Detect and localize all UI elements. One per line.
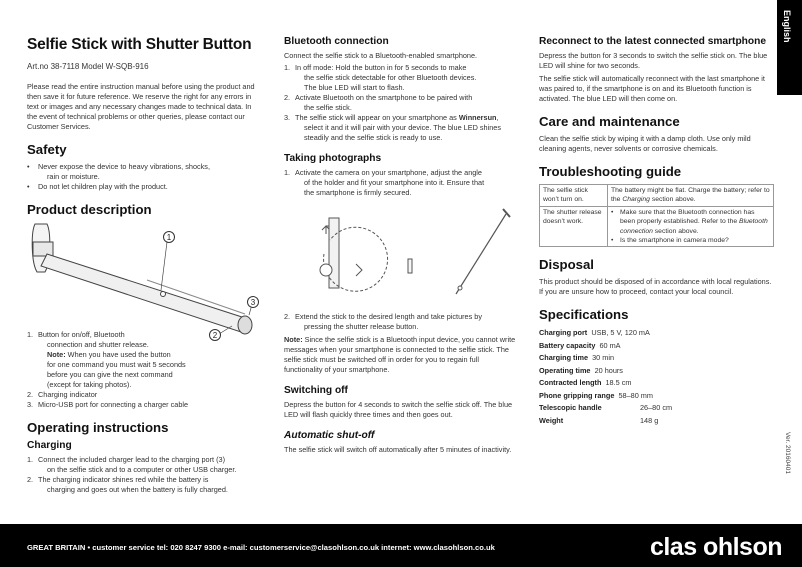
table-cell: The battery might be flat. Charge the battery; refer to the Charging section above. <box>608 185 774 207</box>
footer-contact: GREAT BRITAIN • customer service tel: 020 8247 9300 e-mail: customerservice@clasohlson.co.uk internet: www.clasohlson.co.uk <box>27 543 495 552</box>
list-item: 1. Connect the included charger lead to the charging port (3) <box>27 455 225 464</box>
list-item: 1. Activate the camera on your smartphone, adjust the angle <box>284 168 482 177</box>
reconnect-heading: Reconnect to the latest connected smartphone <box>539 36 766 47</box>
footer-bar <box>0 524 802 567</box>
intro-text: Please read the entire instruction manual before using the product and then save it for future reference. We reserve the right for any errors in text or images and any necessary changes made to technical data. In the event of technical problems or other queries, please contact our Customer Services. <box>27 82 255 131</box>
list-item: select it and it will pair with your device. The blue LED shines <box>304 123 501 132</box>
photographs-list <box>284 168 519 198</box>
list-item: connection and shutter release. <box>47 340 149 349</box>
reconnect-text-1: Depress the button for 3 seconds to switch the selfie stick on. The blue LED will shine for two seconds. <box>539 51 768 70</box>
list-item: 2. The charging indicator shines red while the battery is <box>27 475 209 484</box>
list-item: pressing the shutter release button. <box>304 322 419 331</box>
list-item: 2. Charging indicator <box>27 390 98 399</box>
operating-instructions-heading: Operating instructions <box>27 420 169 435</box>
list-item: rain or moisture. <box>47 172 100 181</box>
svg-text:1: 1 <box>166 233 172 242</box>
spec-row: Charging time 30 min <box>539 353 615 363</box>
language-label: English <box>782 10 792 43</box>
list-item: The blue LED will start to flash. <box>304 83 405 92</box>
brand-logo: clas ohlson <box>649 533 782 561</box>
table-row <box>540 185 774 207</box>
table-row <box>540 206 774 247</box>
spec-row: Contracted length 18.5 cm <box>539 378 632 388</box>
switching-off-text: Depress the button for 4 seconds to switch the selfie stick off. The blue LED will flash quickly three times and then goes out. <box>284 400 513 419</box>
disposal-heading: Disposal <box>539 257 594 273</box>
list-item: on the selfie stick and to a computer or other USB charger. <box>47 465 237 474</box>
bluetooth-heading: Bluetooth connection <box>284 36 389 47</box>
list-item: 3. Micro-USB port for connecting a charger cable <box>27 400 189 409</box>
charging-heading: Charging <box>27 440 72 451</box>
list-item: the smartphone is firmly secured. <box>304 188 412 197</box>
table-cell: The shutter release doesn’t work. <box>540 206 608 247</box>
list-item: steadily and the selfie stick is ready to use. <box>304 133 443 142</box>
safety-list <box>27 162 262 192</box>
svg-text:3: 3 <box>250 298 256 307</box>
care-heading: Care and maintenance <box>539 114 680 129</box>
list-item: Note: When you have used the button <box>47 350 171 359</box>
taking-photographs-heading: Taking photographs <box>284 153 382 164</box>
phone-holder-illustration <box>284 204 519 304</box>
selfie-stick-illustration <box>27 222 262 342</box>
automatic-shutoff-heading: Automatic shut-off <box>284 430 375 441</box>
photographs-list-2 <box>284 312 519 332</box>
list-item: 2. Activate Bluetooth on the smartphone to be paired with <box>284 93 473 102</box>
list-item: 3. The selfie stick will appear on your smartphone as Winnersun, <box>284 113 499 122</box>
table-cell: • Make sure that the Bluetooth connection has been properly established. Refer to the Bluetooth connection section above. • Is the smartphone in camera mode? <box>608 206 774 247</box>
list-item: for one command you must wait 5 seconds <box>47 360 186 369</box>
reconnect-text-2: The selfie stick will automatically reconnect with the last smartphone it was paired to, if the smartphone is on and its Bluetooth function is activated. The blue LED will then come on. <box>539 74 765 103</box>
spec-row: Operating time 20 hours <box>539 365 623 375</box>
list-item: the selfie stick. <box>304 103 352 112</box>
spec-row: Phone gripping range 58–80 mm <box>539 390 653 400</box>
list-item: charging and goes out when the battery is fully charged. <box>47 485 228 494</box>
column-3 <box>539 36 774 427</box>
troubleshooting-table <box>539 184 774 247</box>
disposal-text: This product should be disposed of in accordance with local regulations. If you are unsure how to proceed, contact your local council. <box>539 277 772 297</box>
article-number: Art.no 38-7118 Model W-SQB-916 <box>27 62 149 71</box>
troubleshooting-heading: Troubleshooting guide <box>539 164 682 179</box>
automatic-shutoff-text: The selfie stick will switch off automatically after 5 minutes of inactivity. <box>284 445 512 454</box>
bluetooth-intro: Connect the selfie stick to a Bluetooth-enabled smartphone. <box>284 51 478 60</box>
switching-off-heading: Switching off <box>284 385 348 396</box>
callout-1 <box>161 232 175 291</box>
table-cell: The selfie stick won’t turn on. <box>540 185 608 207</box>
list-item: the selfie stick detectable for other Bluetooth devices. <box>304 73 477 82</box>
list-item: 2. Extend the stick to the desired length and take pictures by <box>284 312 482 321</box>
column-2 <box>284 36 519 455</box>
list-item: 1. In off mode: Hold the button in for 5 seconds to make <box>284 63 467 72</box>
spec-row: Weight 148 g <box>539 415 659 425</box>
bluetooth-list <box>284 63 519 143</box>
care-text: Clean the selfie stick by wiping it with a damp cloth. Use only mild cleaning agents, never solvents or corrosive chemicals. <box>539 134 751 153</box>
list-item: of the holder and fit your smartphone into it. Ensure that <box>304 178 485 187</box>
list-item: • Never expose the device to heavy vibrations, shocks, <box>27 162 210 171</box>
version-label: Ver. 20160401 <box>784 432 791 474</box>
specifications-heading: Specifications <box>539 307 629 323</box>
svg-text:2: 2 <box>212 331 218 340</box>
column-1 <box>27 36 262 495</box>
safety-heading: Safety <box>27 142 67 157</box>
spec-row: Battery capacity 60 mA <box>539 340 621 350</box>
charging-list <box>27 455 262 495</box>
language-tab <box>777 0 802 95</box>
list-item: 1. Button for on/off, Bluetooth <box>27 330 125 339</box>
photographs-note: Note: Since the selfie stick is a Bluetooth input device, you cannot write messages when your smartphone is connected to the selfie stick. The selfie stick must be switched off in order for you to regain full functionality of your smartphone. <box>284 335 516 374</box>
list-item: before you can give the next command <box>47 370 173 379</box>
specifications-list <box>539 327 774 427</box>
product-description-heading: Product description <box>27 202 152 217</box>
callout-3 <box>248 297 259 316</box>
spec-row: Telescopic handle 26–80 cm <box>539 403 673 413</box>
list-item: • Do not let children play with the product. <box>27 182 168 191</box>
list-item: (except for taking photos). <box>47 380 132 389</box>
product-description-list <box>27 330 262 410</box>
page-title: Selfie Stick with Shutter Button <box>27 36 252 53</box>
spec-row: Charging port USB, 5 V, 120 mA <box>539 328 650 338</box>
